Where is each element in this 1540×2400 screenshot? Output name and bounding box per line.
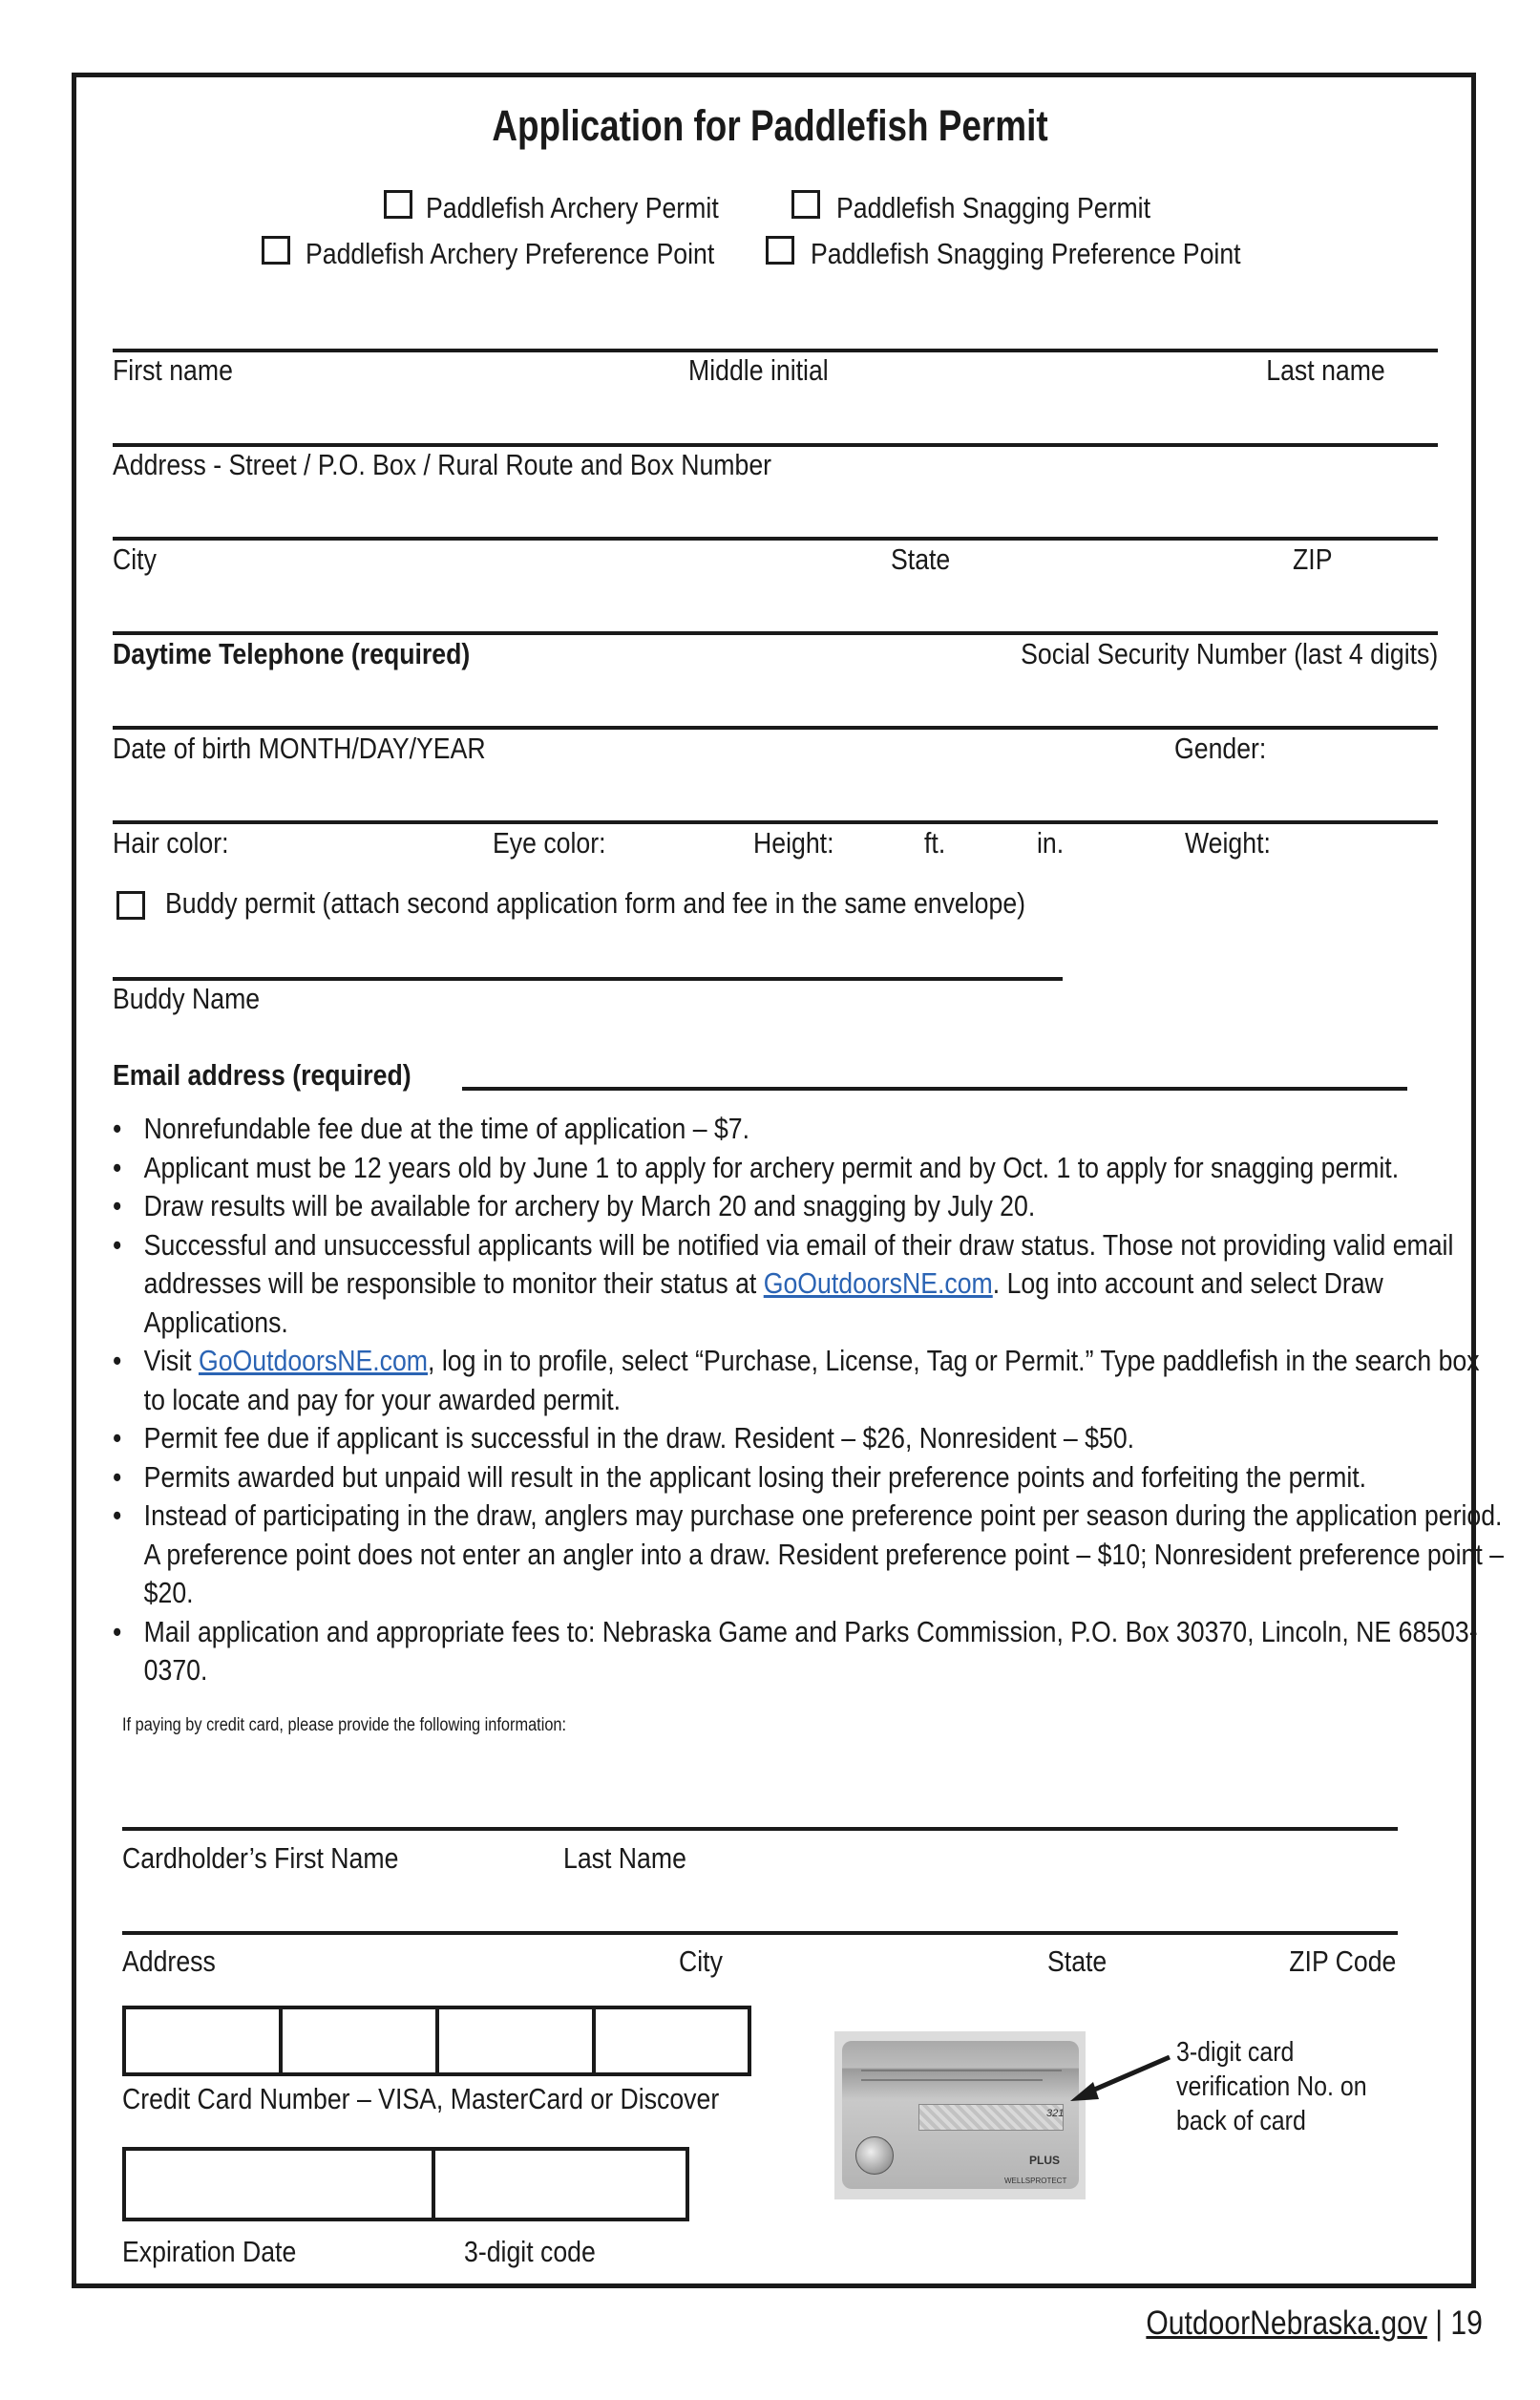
snagging-preference-checkbox[interactable] — [766, 236, 794, 265]
address-line[interactable] — [113, 443, 1438, 447]
verification-note: 3-digit card verification No. on back of card — [1176, 2037, 1367, 2136]
eye-color-label: Eye color: — [493, 826, 606, 860]
instructions-list — [113, 1110, 1504, 1690]
page-number: 19 — [1450, 2304, 1483, 2342]
gooutdoors-link[interactable]: GoOutdoorsNE.com — [763, 1266, 993, 1300]
gender-label: Gender: — [1174, 732, 1267, 765]
ssn-label: Social Security Number (last 4 digits) — [1020, 637, 1438, 670]
list-item: • Visit GoOutdoorsNE.com, log in to profile, select “Purchase, License, Tag or Permit.” Type paddlefish in the search box to locate and pay for your awarded permit. — [113, 1342, 1507, 1419]
gooutdoors-link[interactable]: GoOutdoorsNE.com — [198, 1344, 429, 1377]
list-item: • Draw results will be available for archery by March 20 and snagging by July 20. — [113, 1187, 1507, 1226]
snagging-preference-label: Paddlefish Snagging Preference Point — [811, 237, 1241, 270]
card-number-label: Credit Card Number – VISA, MasterCard or Discover — [122, 2082, 720, 2115]
card-number-box-1[interactable] — [122, 2006, 283, 2076]
cardholder-last-name-label: Last Name — [563, 1841, 686, 1875]
hair-color-label: Hair color: — [113, 826, 229, 860]
arrow-icon — [1065, 2051, 1179, 2109]
card-text-line — [861, 2070, 1062, 2071]
card-text-line — [861, 2079, 1043, 2081]
form-title: Application for Paddlefish Permit — [492, 101, 1048, 150]
zip-label: ZIP — [1293, 542, 1333, 576]
buddy-name-line[interactable] — [113, 977, 1063, 981]
first-name-label: First name — [113, 353, 233, 387]
expiration-date-box[interactable] — [122, 2147, 435, 2221]
credit-card-intro: If paying by credit card, please provide the following information: — [122, 1715, 567, 1735]
archery-permit-label: Paddlefish Archery Permit — [426, 191, 719, 224]
city-line[interactable] — [113, 537, 1438, 541]
address-label: Address - Street / P.O. Box / Rural Route and Box Number — [113, 448, 772, 481]
list-item: • Permits awarded but unpaid will result in the applicant losing their preference points and forfeiting the permit. — [113, 1458, 1507, 1497]
card-number-box-4[interactable] — [592, 2006, 751, 2076]
inches-label: in. — [1037, 826, 1065, 860]
buddy-permit-checkbox[interactable] — [116, 891, 145, 920]
signature-strip — [918, 2104, 1064, 2131]
footer-separator: | — [1435, 2304, 1444, 2342]
cardholder-name-line[interactable] — [122, 1827, 1398, 1831]
last-name-label: Last name — [1266, 353, 1385, 387]
email-label: Email address (required) — [113, 1058, 411, 1092]
buddy-name-label: Buddy Name — [113, 982, 261, 1015]
list-item: • Applicant must be 12 years old by June 1 to apply for archery permit and by Oct. 1 to apply for snagging permit. — [113, 1149, 1507, 1188]
card-bank-logo: WELLSPROTECT — [1004, 2177, 1067, 2185]
buddy-permit-label: Buddy permit (attach second application form and fee in the same envelope) — [165, 886, 1026, 920]
cardholder-city-label: City — [679, 1944, 723, 1978]
archery-preference-checkbox[interactable] — [262, 236, 290, 265]
card-back-image — [834, 2031, 1086, 2199]
archery-preference-label: Paddlefish Archery Preference Point — [306, 237, 715, 270]
globe-hologram-icon — [855, 2136, 894, 2175]
daytime-phone-label: Daytime Telephone (required) — [113, 637, 471, 670]
dob-label: Date of birth MONTH/DAY/YEAR — [113, 732, 486, 765]
description-line[interactable] — [113, 820, 1438, 824]
state-label: State — [891, 542, 951, 576]
security-code-label: 3-digit code — [464, 2235, 596, 2268]
site-link[interactable]: OutdoorNebraska.gov — [1146, 2304, 1427, 2342]
middle-initial-label: Middle initial — [688, 353, 829, 387]
list-item: • Successful and unsuccessful applicants will be notified via email of their draw status. Those not providing valid email addresses will be responsible to monitor their status at GoOutdoorsNE.com. Log into account and select Draw Applications. — [113, 1226, 1507, 1343]
card-sample-code: 321 — [1046, 2108, 1065, 2119]
cardholder-zip-label: ZIP Code — [1288, 1944, 1396, 1978]
city-label: City — [113, 542, 157, 576]
cardholder-first-name-label: Cardholder’s First Name — [122, 1841, 399, 1875]
dob-line[interactable] — [113, 726, 1438, 730]
feet-label: ft. — [924, 826, 946, 860]
phone-line[interactable] — [113, 631, 1438, 635]
security-code-box[interactable] — [432, 2147, 689, 2221]
cardholder-address-line[interactable] — [122, 1931, 1398, 1935]
height-label: Height: — [753, 826, 834, 860]
archery-permit-checkbox[interactable] — [384, 190, 412, 219]
card-back-illustration — [842, 2041, 1079, 2189]
page-footer — [1146, 2304, 1483, 2343]
name-line[interactable] — [113, 349, 1438, 352]
card-number-box-2[interactable] — [279, 2006, 439, 2076]
email-line[interactable] — [462, 1087, 1407, 1091]
cardholder-state-label: State — [1047, 1944, 1108, 1978]
list-item: • Mail application and appropriate fees to: Nebraska Game and Parks Commission, P.O. Box 30370, Lincoln, NE 68503-0370. — [113, 1613, 1507, 1690]
card-number-box-3[interactable] — [435, 2006, 596, 2076]
weight-label: Weight: — [1185, 826, 1271, 860]
expiration-date-label: Expiration Date — [122, 2235, 297, 2268]
list-item: • Instead of participating in the draw, anglers may purchase one preference point per season during the application period. A preference point does not enter an angler into a draw. Resident preference point – $10; Nonresident preference point – $20. — [113, 1497, 1507, 1613]
snagging-permit-checkbox[interactable] — [791, 190, 820, 219]
list-item: • Nonrefundable fee due at the time of application – $7. — [113, 1110, 1507, 1149]
snagging-permit-label: Paddlefish Snagging Permit — [836, 191, 1151, 224]
cardholder-address-label: Address — [122, 1944, 216, 1978]
plus-network-logo: PLUS — [1029, 2154, 1061, 2167]
list-item: • Permit fee due if applicant is successful in the draw. Resident – $26, Nonresident – $50. — [113, 1419, 1507, 1458]
